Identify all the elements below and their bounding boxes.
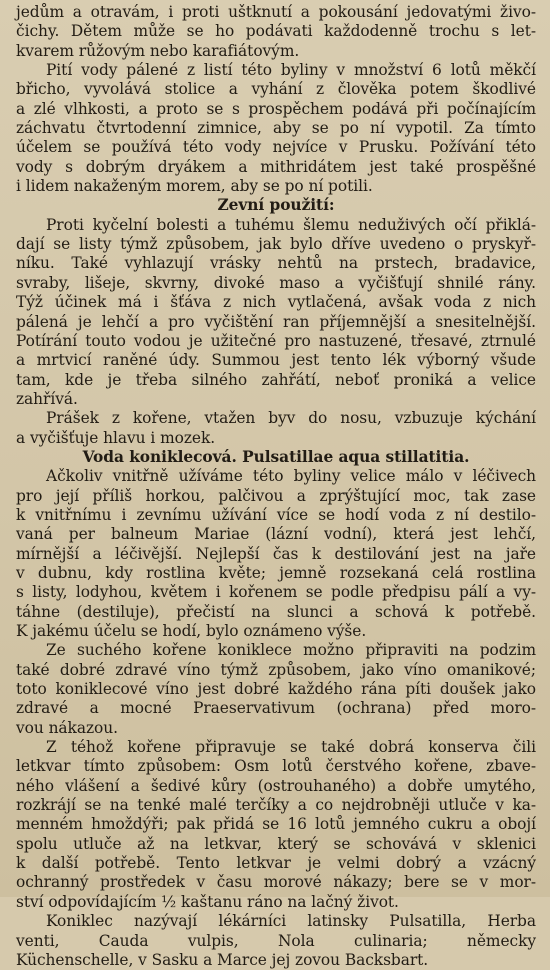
- text-line: pro její příliš horkou, palčivou a zprýštující moc, tak zase: [16, 486, 536, 505]
- text-line: účelem se používá této vody nejvíce v Prusku. Požívání této: [16, 138, 536, 157]
- text-line: vody s dobrým dryákem a mithridátem jest také prospěšné: [16, 157, 536, 176]
- paragraph: [16, 641, 536, 738]
- text-line: venti, Cauda vulpis, Nola culinaria; německy: [16, 931, 536, 950]
- text-line: Zevní použití:: [217, 196, 335, 215]
- paragraph: [16, 912, 536, 970]
- text-line: Pití vody pálené z listí této byliny v množství 6 lotů měkčí: [46, 61, 536, 80]
- text-line: spolu utluče až na letkvar, který se schovává v sklenici: [16, 834, 536, 853]
- text-line: letkvar tímto způsobem: Osm lotů čerstvého kořene, zbave-: [16, 757, 536, 776]
- text-line: pálená je lehčí a pro vyčištění ran příjemnější a snesitelnější.: [16, 312, 536, 331]
- text-line: ství odpovídajícím ½ kaštanu ráno na lačný život.: [16, 892, 399, 911]
- text-line: Koniklec nazývají lékárníci latinsky Pulsatilla, Herba: [46, 912, 536, 931]
- text-line: Voda koniklecová. Pulsatillae aqua stillatitia.: [82, 447, 470, 466]
- text-line: Prášek z kořene, vtažen byv do nosu, vzbuzuje kýchání: [46, 409, 536, 428]
- text-line: vou nákazou.: [16, 718, 118, 737]
- text-line: Ze suchého kořene koniklece možno připraviti na podzim: [46, 641, 536, 660]
- paragraph: [16, 61, 536, 196]
- text-line: ného vlášení a šedivé kůry (ostrouhaného) a dobře umytého,: [16, 776, 536, 795]
- text-line: kvarem růžovým nebo karafiátovým.: [16, 41, 300, 60]
- paragraph: [16, 738, 536, 912]
- text-line: k další potřebě. Tento letkvar je velmi dobrý a vzácný: [16, 854, 536, 873]
- text-line: a vyčišťuje hlavu i mozek.: [16, 428, 216, 447]
- text-line: dají se listy týmž způsobem, jak bylo dříve uvedeno o pryskyř-: [16, 235, 536, 254]
- text-line: i lidem nakaženým morem, aby se po ní potili.: [16, 177, 373, 196]
- text-line: Týž účinek má i šťáva z nich vytlačená, avšak voda z nich: [16, 293, 536, 312]
- text-line: vaná per balneum Mariae (lázní vodní), která jest lehčí,: [16, 525, 536, 544]
- text-line: toto koniklecové víno jest dobré každého rána píti doušek jako: [16, 680, 536, 699]
- page-text: [16, 3, 536, 970]
- text-line: níku. Také vyhlazují vrásky nehtů na prstech, bradavice,: [16, 254, 536, 273]
- text-line: čichy. Dětem může se ho podávati každodenně trochu s let-: [16, 22, 536, 41]
- text-line: táhne (destiluje), přečistí na slunci a schová k potřebě.: [16, 602, 536, 621]
- section-heading: [16, 448, 536, 467]
- text-line: ochranný prostředek v času morové nákazy; bere se v mor-: [16, 873, 536, 892]
- text-line: mírnější a léčivější. Nejlepší čas k destilování jest na jaře: [16, 544, 536, 563]
- text-line: Ačkoliv vnitřně užíváme této byliny velice málo v léčivech: [46, 467, 536, 486]
- text-line: Z téhož kořene připravuje se také dobrá konserva čili: [46, 738, 536, 757]
- paragraph: [16, 3, 536, 61]
- text-line: svraby, lišeje, skvrny, divoké maso a vyčišťují shnilé rány.: [16, 273, 536, 292]
- text-line: a mrtvicí raněné údy. Summou jest tento lék výborný všude: [16, 351, 536, 370]
- text-line: Küchenschelle, v Sasku a Marce jej zovou Backsbart.: [16, 950, 429, 969]
- paragraph: [16, 409, 536, 448]
- text-line: a zlé vlhkosti, a proto se s prospěchem podává při počínajícím: [16, 99, 536, 118]
- text-line: břicho, vyvolává stolice a vyhání z člověka potem škodlivé: [16, 80, 536, 99]
- text-line: záchvatu čtvrtodenní zimnice, aby se po ní vypotil. Za tímto: [16, 119, 536, 138]
- text-line: tam, kde je třeba silného zahřátí, neboť proniká a velice: [16, 370, 536, 389]
- text-line: K jakému účelu se hodí, bylo oznámeno výše.: [16, 622, 367, 640]
- text-line: zahřívá.: [16, 389, 78, 408]
- text-line: s listy, lodyhou, květem i kořenem se podle předpisu pálí a vy-: [16, 583, 536, 602]
- text-line: také dobré zdravé víno týmž způsobem, jako víno omanikové;: [16, 660, 536, 679]
- paragraph: [16, 467, 536, 641]
- text-line: Proti kyčelní bolesti a tuhému šlemu neduživých očí přiklá-: [46, 215, 536, 234]
- text-line: v dubnu, kdy rostlina květe; jemně rozsekaná celá rostlina: [16, 563, 536, 582]
- text-line: rozkrájí se na tenké malé terčíky a co nejdrobněji utluče v ka-: [16, 796, 536, 815]
- text-line: menném hmoždýři; pak přidá se 16 lotů jemného cukru a obojí: [16, 815, 536, 834]
- paragraph: [16, 216, 536, 409]
- text-line: k vnitřnímu i zevnímu užívání více se hodí voda z ní destilo-: [16, 505, 536, 524]
- text-line: jedům a otravám, i proti uštknutí a pokousání jedovatými živo-: [16, 3, 536, 21]
- section-heading: [16, 196, 536, 215]
- text-line: Potírání touto vodou je užitečné pro nastuzené, třesavé, ztrnulé: [16, 331, 536, 350]
- text-line: zdravé a mocné Praeservativum (ochrana) před moro-: [16, 699, 536, 718]
